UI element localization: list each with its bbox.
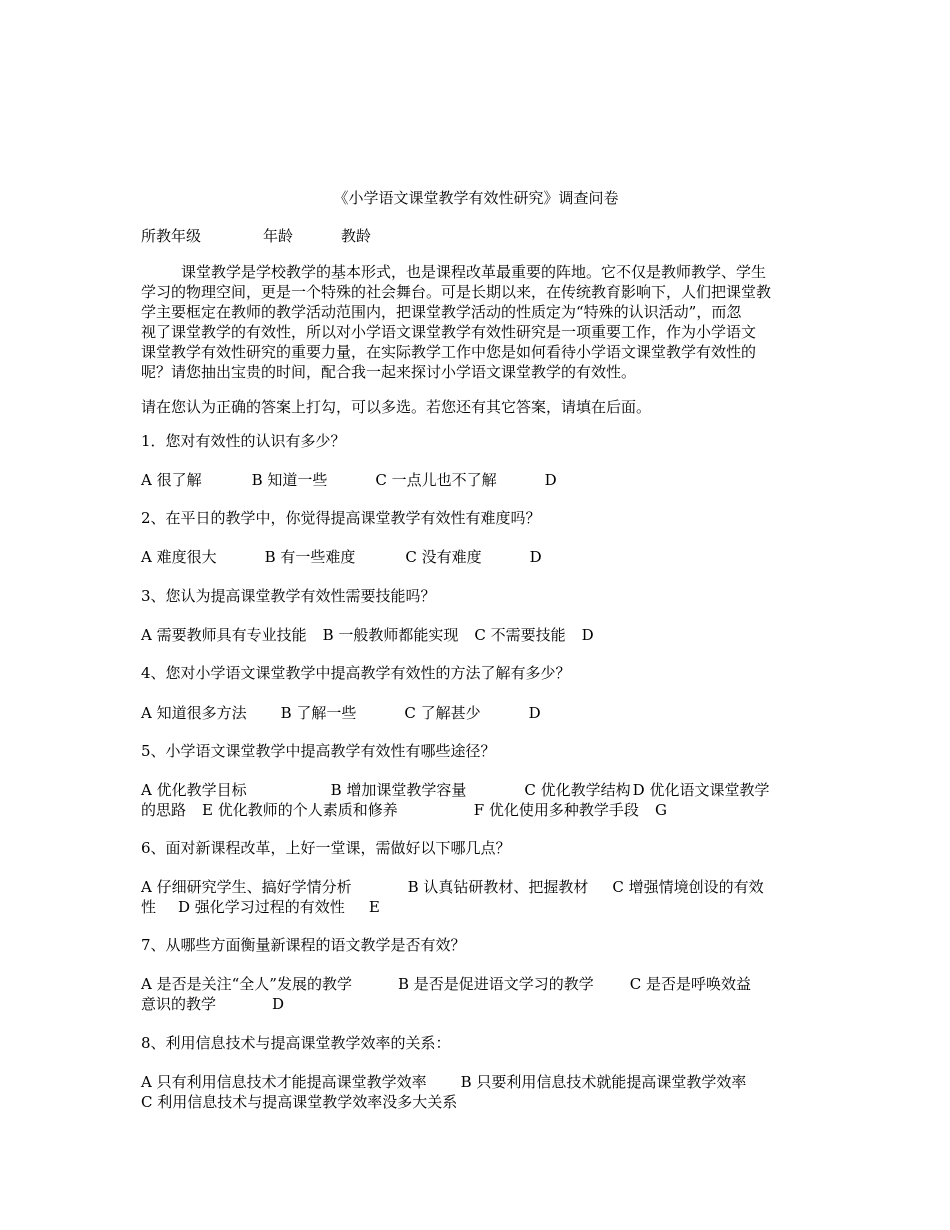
question-8: 8、利用信息技术与提高课堂教学效率的关系： [141, 1034, 451, 1052]
option-a[interactable]: A 难度很大 [141, 548, 217, 566]
question-4-options [141, 703, 541, 723]
option-d[interactable]: D 强化学习过程的有效性 [178, 898, 345, 916]
option-b[interactable]: B 有一些难度 [264, 548, 356, 566]
age-label: 年龄 [263, 227, 294, 245]
option-d[interactable]: D [581, 626, 594, 644]
option-f[interactable]: F 优化使用多种教学手段 [473, 801, 639, 819]
question-6: 6、面对新课程改革，上好一堂课，需做好以下哪几点？ [141, 839, 511, 857]
option-c[interactable]: C 不需要技能 [474, 626, 566, 644]
question-1-options [141, 470, 557, 490]
question-6-options-line2 [141, 897, 380, 917]
intro-line: 课堂教学有效性研究的重要力量，在实际教学工作中您是如何看待小学语文课堂教学有效性的 [141, 343, 757, 361]
document-title: 《小学语文课堂教学有效性研究》调查问卷 [333, 189, 619, 207]
option-b[interactable]: B 认真钻研教材、把握教材 [407, 878, 589, 896]
intro-line: 学主要框定在教师的教学活动范围内，把课堂教学活动的性质定为“特殊的认识活动”，而忽 [141, 303, 742, 321]
question-5-options-line2 [141, 800, 667, 820]
question-7-options-line1 [141, 974, 751, 994]
option-b[interactable]: B 一般教师都能实现 [322, 626, 459, 644]
option-c-continued: 意识的教学 [141, 995, 217, 1013]
option-c[interactable]: C 一点儿也不了解 [375, 471, 497, 489]
question-4: 4、您对小学语文课堂教学中提高教学有效性的方法了解有多少？ [141, 664, 571, 682]
option-b[interactable]: B 了解一些 [280, 704, 357, 722]
option-d-continued: 的思路 [141, 801, 187, 819]
option-b[interactable]: B 知道一些 [251, 471, 328, 489]
intro-line: 学习的物理空间，更是一个特殊的社会舞台。可是长期以来，在传统教育影响下，人们把课堂教 [141, 283, 772, 301]
option-e[interactable]: E [368, 898, 380, 916]
option-d[interactable]: D [529, 548, 542, 566]
option-b[interactable]: B 是否是促进语文学习的教学 [397, 975, 594, 993]
option-c[interactable]: C 增强情境创设的有效 [612, 878, 764, 896]
option-g[interactable]: G [654, 801, 667, 819]
option-c[interactable]: C 优化教学结构 [524, 781, 631, 799]
question-7-options-line2 [141, 994, 284, 1014]
question-2: 2、在平日的教学中，你觉得提高课堂教学有效性有难度吗？ [141, 509, 541, 527]
intro-line: 视了课堂教学的有效性，所以对小学语文课堂教学有效性研究是一项重要工作，作为小学语文 [141, 323, 757, 341]
intro-line: 呢？请您抽出宝贵的时间，配合我一起来探讨小学语文课堂教学的有效性。 [141, 363, 637, 381]
question-3-options [141, 625, 594, 645]
instruction-text: 请在您认为正确的答案上打勾，可以多选。若您还有其它答案，请填在后面。 [141, 398, 652, 416]
question-5: 5、小学语文课堂教学中提高教学有效性有哪些途径？ [141, 742, 496, 760]
option-c[interactable]: C 利用信息技术与提高课堂教学效率没多大关系 [141, 1093, 458, 1111]
option-d[interactable]: D [528, 704, 541, 722]
question-7: 7、从哪些方面衡量新课程的语文教学是否有效？ [141, 936, 466, 954]
option-b[interactable]: B 增加课堂教学容量 [330, 781, 467, 799]
option-a[interactable]: A 很了解 [141, 471, 202, 489]
option-c[interactable]: C 没有难度 [405, 548, 482, 566]
option-a[interactable]: A 需要教师具有专业技能 [141, 626, 307, 644]
teaching-years-label: 教龄 [341, 227, 372, 245]
grade-label: 所教年级 [141, 227, 202, 245]
question-2-options [141, 547, 542, 567]
option-d[interactable]: D [544, 471, 557, 489]
option-d[interactable]: D [272, 995, 285, 1013]
option-a[interactable]: A 只有利用信息技术才能提高课堂教学效率 [141, 1073, 427, 1091]
question-5-options-line1 [141, 780, 769, 800]
option-a[interactable]: A 仔细研究学生、搞好学情分析 [141, 878, 352, 896]
option-d[interactable]: D 优化语文课堂教学 [632, 781, 770, 799]
option-a[interactable]: A 是否是关注“全人”发展的教学 [141, 975, 352, 993]
question-8-options-line1 [141, 1072, 746, 1092]
option-c[interactable]: C 了解甚少 [404, 704, 481, 722]
question-1: 1．您对有效性的认识有多少？ [141, 432, 346, 450]
question-6-options-line1 [141, 877, 764, 897]
option-e[interactable]: E 优化教师的个人素质和修养 [202, 801, 398, 819]
question-8-options-line2 [141, 1092, 457, 1112]
question-3: 3、您认为提高课堂教学有效性需要技能吗？ [141, 587, 436, 605]
respondent-info-line [141, 226, 371, 246]
option-c[interactable]: C 是否是呼唤效益 [629, 975, 751, 993]
option-b[interactable]: B 只要利用信息技术就能提高课堂教学效率 [460, 1073, 747, 1091]
option-a[interactable]: A 优化教学目标 [141, 781, 247, 799]
option-a[interactable]: A 知道很多方法 [141, 704, 247, 722]
option-c-continued: 性 [141, 898, 157, 916]
intro-line: 课堂教学是学校教学的基本形式，也是课程改革最重要的阵地。它不仅是教师教学、学生 [181, 263, 767, 281]
